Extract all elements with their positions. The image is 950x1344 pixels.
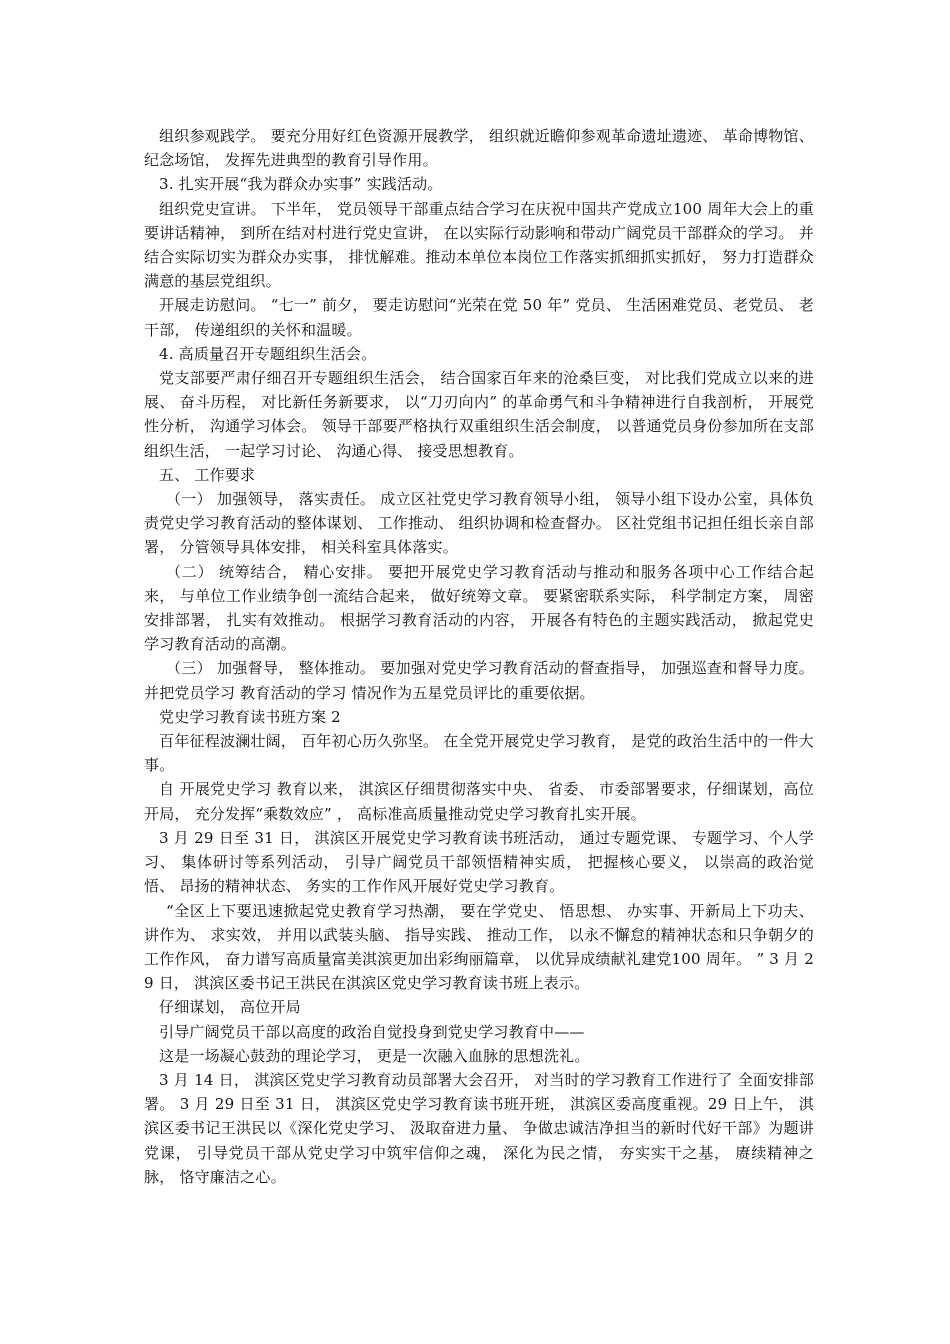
subheading-careful-planning: 仔细谋划， 高位开局 (159, 998, 301, 1017)
paragraph-branch-meeting: 党支部要严肃仔细召开专题组织生活会， 结合国家百年来的沧桑巨变， 对比我们党成立以来的进展、 奋斗历程， 对比新任务新要求， 以“刀刃向内” 的革命勇气和斗争精神进行自我剖析， 开展党性分析， 沟通学习体会。 领导干部要严格执行双重组织生活会制度， 以普通党员身份参加所在支部组织生活， 一起学习讨论、 沟通心得、 接受思想教育。 (144, 369, 814, 460)
paragraph-theory-study: 这是一场凝心鼓劲的理论学习， 更是一次融入血脉的思想洗礼。 (159, 1046, 590, 1065)
paragraph-requirement-3: （三） 加强督导， 整体推动。 要加强对党史学习教育活动的督查指导， 加强巡查和督导力度。 并把党员学习 教育活动的学习 情况作为五星党员评比的重要依据。 (144, 659, 814, 702)
paragraph-condolence-visit: 开展走访慰问。 “七一” 前夕， 要走访慰问“光荣在党 50 年” 党员、 生活困难党员、老党员、 老干部， 传递组织的关怀和温暖。 (144, 296, 814, 339)
paragraph-history-lecture: 组织党史宣讲。 下半年， 党员领导干部重点结合学习在庆祝中国共产党成立100 周年大会上的重要讲话精神， 到所在结对村进行党史宣讲， 在以实际行动影响和带动广阔党员干部群众的学习。 并结合实际切实为群众办实事， 排忧解难。推动本单位本岗位工作落实抓细抓实抓好， 努力打造群众满意的基层党组织。 (144, 199, 814, 291)
paragraph-requirement-1: （一） 加强领导， 落实责任。 成立区社党史学习教育领导小组， 领导小组下设办公室，具体负责党史学习教育活动的整体谋划、 工作推动、 组织协调和检查督办。 区社党组书记担任组长亲自部署， 分管领导具体安排， 相关科室具体落实。 (144, 490, 814, 557)
paragraph-century-journey: 百年征程波澜壮阔， 百年初心历久弥坚。 在全党开展党史学习教育， 是党的政治生活中的一件大事。 (144, 732, 814, 775)
paragraph-quote: “全区上下要迅速掀起党史教育学习热潮， 要在学党史、 悟思想、 办实事、开新局上下功夫、 讲作为、 求实效， 并用以武装头脑、 指导实践、 推动工作， 以永不懈怠的精神状态和只争朝夕的工作作风， 奋力谱写高质量富美淇滨更加出彩绚丽篇章， 以优异成绩献礼建党100 周年。 ” 3 月 29 日， 淇滨区委书记王洪民在淇滨区党史学习教育读书班上表示。 (144, 901, 814, 993)
paragraph-visit-study: 组织参观践学。 要充分用好红色资源开展教学， 组织就近瞻仰参观革命遗址遗迹、 革命博物馆、 纪念场馆， 发挥先进典型的教育引导作用。 (144, 127, 814, 170)
heading-organization-meeting: 4. 高质量召开专题组织生活会。 (159, 344, 377, 363)
heading-plan-2: 党史学习教育读书班方案 2 (159, 707, 341, 726)
heading-practice-activity: 3. 扎实开展“我为群众办实事” 实践活动。 (159, 175, 443, 194)
paragraph-reading-class: 3 月 29 日至 31 日， 淇滨区开展党史学习教育读书班活动， 通过专题党课、 专题学习、个人学习、 集体研讨等系列活动， 引导广阔党员干部领悟精神实质， 把握核心要义， 以崇高的政治觉悟、 昂扬的精神状态、 务实的工作作风开展好党史学习教育。 (144, 828, 814, 896)
paragraph-guide-members: 引导广阔党员干部以高度的政治自觉投身到党史学习教育中—— (159, 1022, 585, 1041)
paragraph-requirement-2: （二） 统筹结合， 精心安排。 要把开展党史学习教育活动与推动和服务各项中心工作结合起来， 与单位工作业绩争创一流结合起来， 做好统筹文章。 要紧密联系实际， 科学制定方案， 周密安排部署， 扎实有效推动。 根据学习教育活动的内容， 开展各有特色的主题实践活动， 掀起党史学习教育活动的高潮。 (144, 562, 814, 654)
paragraph-mobilization-meeting: 3 月 14 日， 淇滨区党史学习教育动员部署大会召开， 对当时的学习教育工作进行了 全面安排部署。 3 月 29 日至 31 日， 淇滨区党史学习教育读书班开班， 淇滨区委高度重视。29 日上午， 淇滨区委书记王洪民以《深化党史学习、 汲取奋进力量、 争做忠诚洁净担当的新时代好干部》为题讲党课， 引导党员干部从党史学习中筑牢信仰之魂， 深化为民之情， 夯实实干之基， 赓续精神之脉， 恪守廉洁之心。 (144, 1070, 814, 1186)
heading-work-requirements: 五、 工作要求 (159, 465, 256, 484)
paragraph-since-launch: 自 开展党史学习 教育以来， 淇滨区仔细贯彻落实中央、 省委、 市委部署要求，仔细谋划，高位开局， 充分发挥“乘数效应” ， 高标准高质量推动党史学习教育扎实开展。 (144, 780, 814, 823)
document-body (144, 124, 814, 1189)
